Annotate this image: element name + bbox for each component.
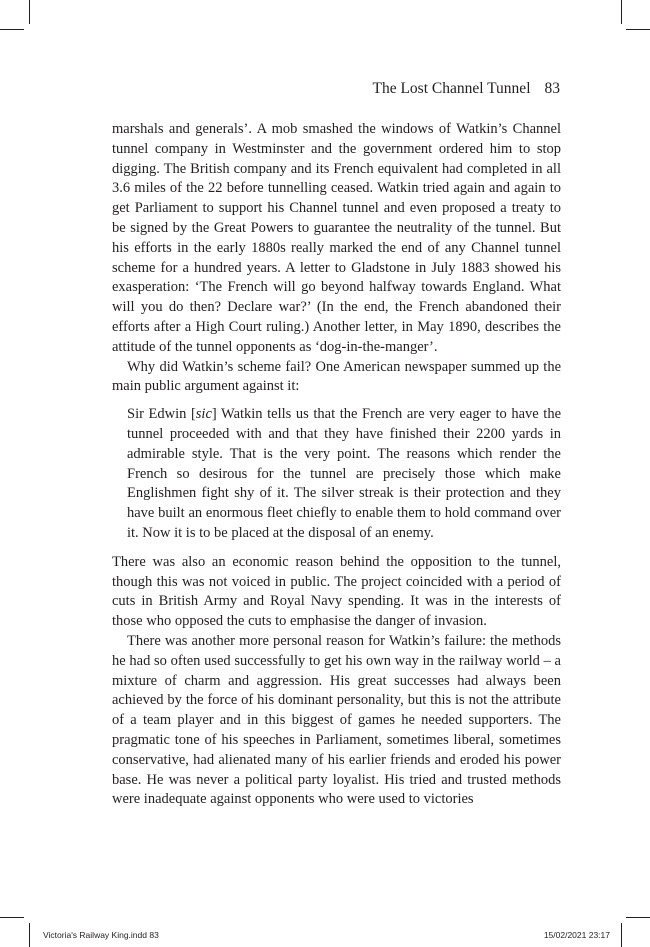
running-head-title: The Lost Channel Tunnel [372,80,531,97]
slug-file-info: Victoria's Railway King.indd 83 [43,930,159,940]
block-quote-text [127,405,561,544]
running-head [372,80,560,98]
body-paragraph-3: There was also an economic reason behind the opposition to the tunnel, though this was not voiced in public. The project coincided with a period of cuts in British Army and Royal Navy spending. It was in the interests of those who opposed the cuts to emphasise the danger of invasion. [112,553,561,630]
block-quote [127,405,561,544]
crop-mark-bottom-left [29,923,30,947]
crop-mark-bottom-right-horizontal [626,917,650,918]
quote-text-before-sic: Sir Edwin [ [127,406,196,423]
body-paragraph-2: Why did Watkin’s scheme fail? One American newspaper summed up the main public argument against it: [112,358,561,395]
page-number: 83 [544,80,560,97]
body-paragraph-4: There was another more personal reason for Watkin’s failure: the methods he had so often used successfully to get his own way in the railway world – a mixture of charm and aggression. His great successes had always been achieved by the force of his dominant personality, but this is not the attribute of a team player and in this biggest of games he needed supporters. The pragmatic tone of his speeches in Parliament, sometimes liberal, sometimes conservative, had alienated many of his earlier friends and eroded his power base. He was never a political party loyalist. His tried and trusted methods were inadequate against opponents who were used to victories [112,632,561,808]
quote-text-after-sic: ] Watkin tells us that the French are very eager to have the tunnel proceeded with and that they have finished their 2200 yards in admirable style. That is the very point. The reasons which render the French so desirous for the tunnel are precisely those which make Englishmen fight shy of it. The silver streak is their protection and they have built an enormous fleet chiefly to enable them to hold command over it. Now it is to be placed at the disposal of an enemy. [127,406,561,541]
crop-mark-top-left [29,0,30,24]
crop-mark-top-right [621,0,622,24]
quote-sic: sic [195,406,212,423]
body-paragraph-1: marshals and generals’. A mob smashed the windows of Watkin’s Channel tunnel company in Westminster and the government ordered him to stop digging. The British company and its French equivalent had completed in all 3.6 miles of the 22 before tunnelling ceased. Watkin tried again and again to get Parliament to support his Channel tunnel and even proposed a treaty to be signed by the Great Powers to guarantee the neutrality of the tunnel. But his efforts in the early 1880s really marked the end of any Channel tunnel scheme for a hundred years. A letter to Gladstone in July 1883 showed his exasperation: ‘The French will go beyond halfway towards England. What will you do then? Declare war?’ (In the end, the French abandoned their efforts after a High Court ruling.) Another letter, in May 1890, describes the attitude of the tunnel opponents as ‘dog-in-the-manger’. [112,121,561,355]
crop-mark-top-right-horizontal [626,29,650,30]
crop-mark-bottom-right [621,923,622,947]
crop-mark-top-left-horizontal [0,29,24,30]
page-body [112,120,561,810]
slug-date-time: 15/02/2021 23:17 [543,930,610,940]
crop-mark-bottom-left-horizontal [0,917,24,918]
